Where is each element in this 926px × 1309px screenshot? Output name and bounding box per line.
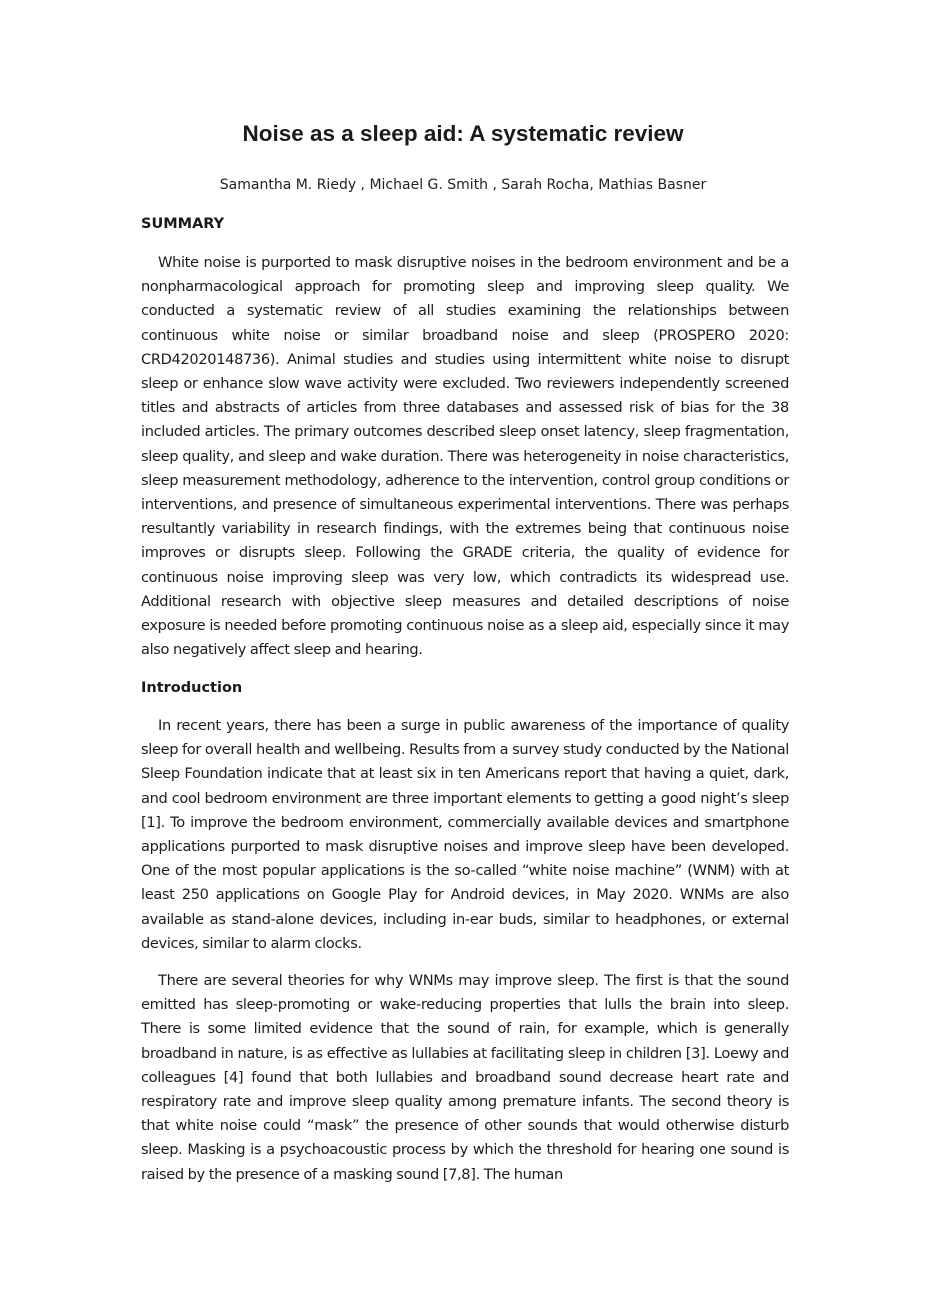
- intro-paragraph-1: In recent years, there has been a surge in public awareness of the importance of quality sleep for overall health and wellbeing. Results from a survey study conducted by the National Sleep Foundation indicate that at least six in ten Americans report that having a quiet, dark, and cool bedroom environment are three important elements to getting a good night’s sleep [1]. To improve the bedroom environment, commercially available devices and smartphone applications purported to mask disruptive noises and improve sleep have been developed. One of the most popular applications is the so-called “white noise machine” (WNM) with at least 250 applications on Google Play for Android devices, in May 2020. WNMs are also available as stand-alone devices, including in-ear buds, similar to headphones, or external devices, similar to alarm clocks.: [141, 717, 790, 952]
- paper-title: Noise as a sleep aid: A systematic review: [242, 121, 684, 146]
- summary-heading: SUMMARY: [141, 216, 225, 232]
- intro-paragraph-2: There are several theories for why WNMs may improve sleep. The first is that the sound emitted has sleep-promoting or wake-reducing properties that lulls the brain into sleep. There is some limited evidence that the sound of rain, for example, which is generally broadband in nature, is as effective as lullabies at facilitating sleep in children [3]. Loewy and colleagues [4] found that both lullabies and broadband sound decrease heart rate and respiratory rate and improve sleep quality among premature infants. The second theory is that white noise could “mask” the presence of other sounds that would otherwise disturb sleep. Masking is a psychoacoustic process by which the threshold for hearing one sound is raised by the presence of a masking sound [7,8]. The human: [141, 972, 789, 1183]
- author-list: Samantha M. Riedy , Michael G. Smith , Sarah Rocha, Mathias Basner: [219, 177, 707, 193]
- summary-paragraph: White noise is purported to mask disruptive noises in the bedroom environment and be a nonpharmacological approach for promoting sleep and improving sleep quality. We conducted a systematic review of all studies examining the relationships between continuous white noise or similar broadband noise and sleep (PROSPERO 2020: CRD42020148736). Animal studies and studies using intermittent white noise to disrupt sleep or enhance slow wave activity were excluded. Two reviewers independently screened titles and abstracts of articles from three databases and assessed risk of bias for the 38 included articles. The primary outcomes described sleep onset latency, sleep fragmentation, sleep quality, and sleep and wake duration. There was heterogeneity in noise characteristics, sleep measurement methodology, adherence to the intervention, control group conditions or interventions, and presence of simultaneous experimental interventions. There was perhaps resultantly variability in research findings, with the extremes being that continuous noise improves or disrupts sleep. Following the GRADE criteria, the quality of evidence for continuous noise improving sleep was very low, which contradicts its widespread use. Additional research with objective sleep measures and detailed descriptions of noise exposure is needed before promoting continuous noise as a sleep aid, especially since it may also negatively affect sleep and hearing.: [141, 254, 789, 659]
- introduction-heading: Introduction: [141, 680, 243, 696]
